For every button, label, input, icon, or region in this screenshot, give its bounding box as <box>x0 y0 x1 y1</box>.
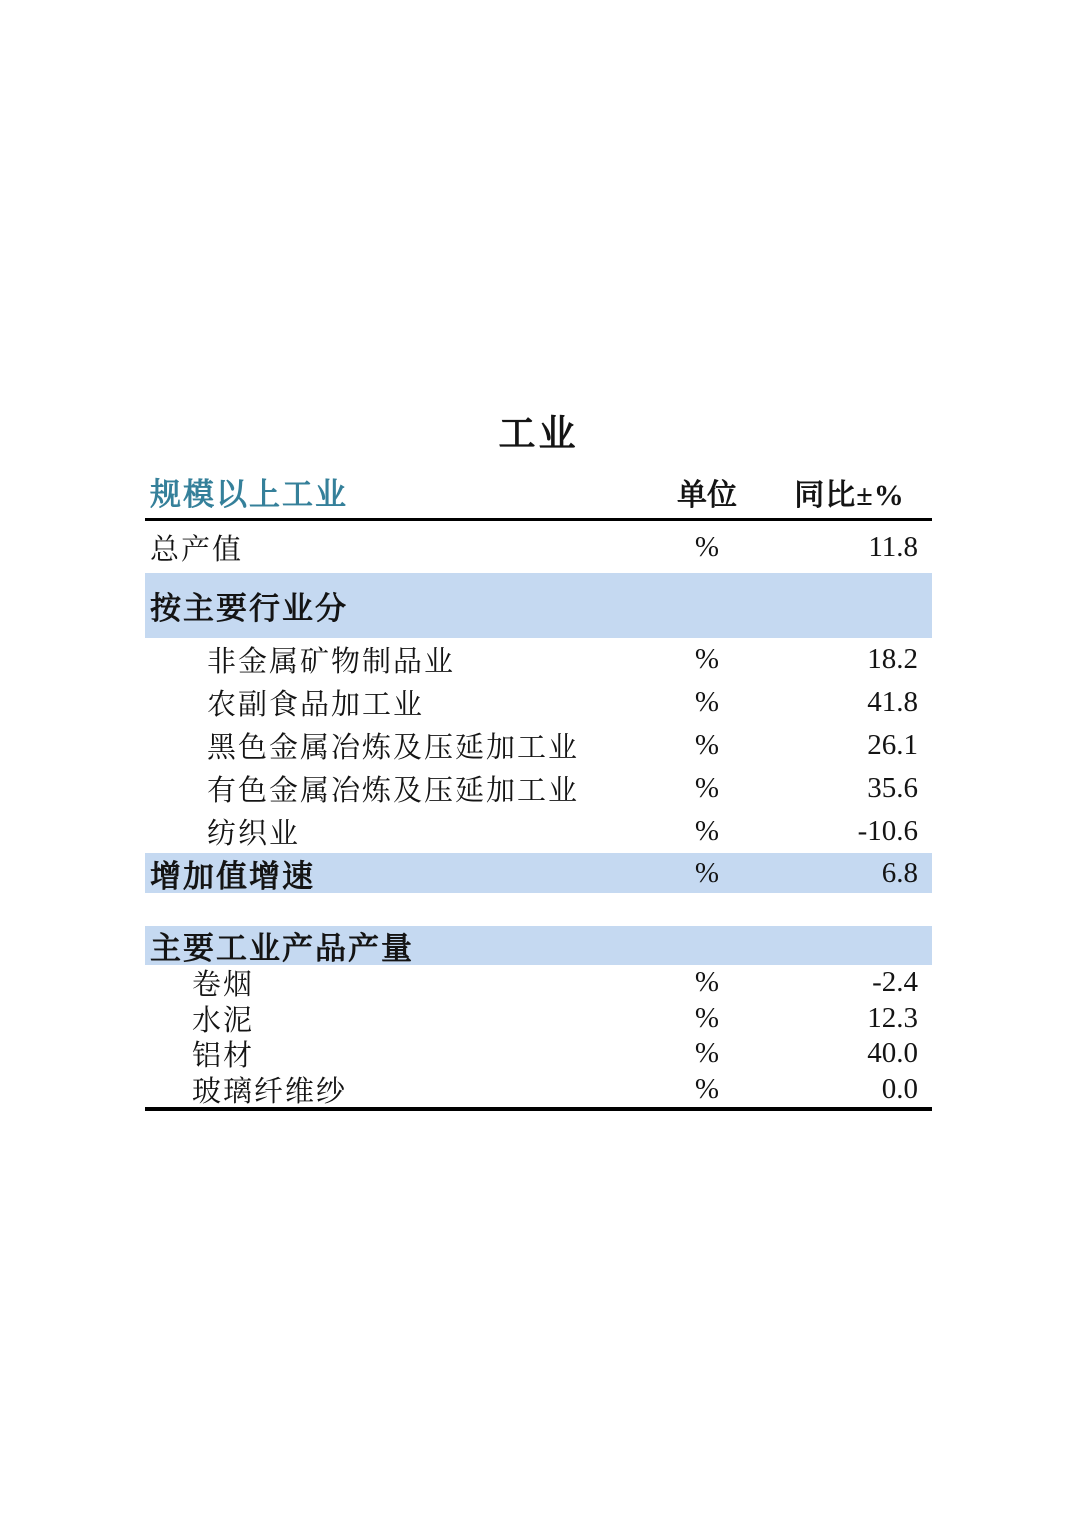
row-value: 6.8 <box>881 856 918 889</box>
table-row <box>145 1001 932 1037</box>
row-unit: % <box>694 643 720 675</box>
header-unit-label: 单位 <box>677 478 737 512</box>
row-unit: % <box>694 530 720 563</box>
row-unit: % <box>694 815 720 847</box>
section-label: 增加值增速 <box>150 858 315 894</box>
row-value: 40.0 <box>867 1037 918 1070</box>
row-value: -10.6 <box>857 815 918 847</box>
row-label: 铝材 <box>192 1040 255 1073</box>
row-label: 纺织业 <box>207 818 301 850</box>
row-label: 黑色金属冶炼及压延加工业 <box>207 732 580 764</box>
row-label: 农副食品加工业 <box>207 689 425 721</box>
row-value: 18.2 <box>867 643 918 675</box>
table-row <box>145 724 932 767</box>
section-label: 主要工业产品产量 <box>150 931 414 966</box>
table-row <box>145 1072 932 1108</box>
row-unit: % <box>694 686 720 718</box>
row-value: 26.1 <box>867 729 918 761</box>
section-label: 按主要行业分 <box>150 591 348 626</box>
table-header-row <box>145 465 932 518</box>
row-label: 卷烟 <box>192 969 255 1002</box>
row-value: 35.6 <box>867 772 918 804</box>
row-unit: % <box>694 1001 720 1034</box>
section-header-main-products <box>145 926 932 965</box>
table-row <box>145 1036 932 1072</box>
row-value: 0.0 <box>881 1072 918 1105</box>
row-unit: % <box>694 966 720 999</box>
row-value: 41.8 <box>867 686 918 718</box>
row-label: 玻璃纤维纱 <box>192 1075 348 1108</box>
section-row-value-added-growth <box>145 853 932 893</box>
header-scale-industry-label: 规模以上工业 <box>150 477 348 512</box>
row-unit: % <box>694 1072 720 1105</box>
header-yoy-label: 同比±% <box>794 478 905 512</box>
row-value: -2.4 <box>872 966 918 999</box>
page-title: 工业 <box>498 414 579 455</box>
row-unit: % <box>694 1037 720 1070</box>
table-row <box>145 965 932 1001</box>
row-unit: % <box>694 772 720 804</box>
table-row <box>145 681 932 724</box>
table-row <box>145 767 932 810</box>
row-unit: % <box>694 856 720 889</box>
row-label: 非金属矿物制品业 <box>207 646 456 678</box>
table-row <box>145 638 932 681</box>
row-value: 12.3 <box>867 1001 918 1034</box>
row-label: 水泥 <box>192 1004 255 1037</box>
row-label: 有色金属冶炼及压延加工业 <box>207 775 580 807</box>
row-label: 总产值 <box>150 533 244 566</box>
table-row <box>145 810 932 853</box>
table-row-total-output <box>145 521 932 573</box>
row-value: 11.8 <box>868 530 918 563</box>
section-header-by-industry <box>145 573 932 638</box>
row-unit: % <box>694 729 720 761</box>
industry-table <box>145 410 932 1111</box>
section-gap <box>145 893 932 926</box>
